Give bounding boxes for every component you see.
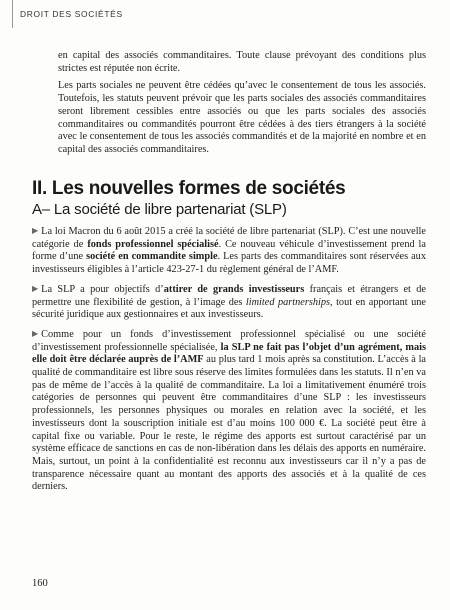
bold-term: attirer de grands investisseurs (163, 283, 305, 295)
header-rule (12, 0, 13, 28)
paragraph-slp-objectives: ▶ La SLP a pour objectifs d’attirer de grands investisseurs français et étrangers et de permettre une flexibilité de gestion, à l’image des limited partnerships, tout en apportant une sécurité juridique aux gestionnaires et aux investisseurs. (32, 283, 426, 321)
bold-term: fonds professionnel spécialisé (87, 238, 219, 250)
page-body (32, 50, 426, 494)
section-heading: II. Les nouvelles formes de sociétés (32, 177, 346, 199)
paragraph-marker-icon: ▶ (32, 283, 39, 293)
bold-term: la SLP ne fait pas l’objet d’un agrément, mais elle doit être déclarée auprès de l’AMF (32, 341, 426, 366)
intro-paragraph-1: en capital des associés commanditaires. Toute clause prévoyant des conditions plus strictes est réputée non écrite. (58, 50, 426, 74)
intro-paragraph-2: Les parts sociales ne peuvent être cédées qu’avec le consentement de tous les associés. Toutefois, les statuts peuvent prévoir que les parts sociales des associés commanditaires seront librement cessibles entre associés ou que les parts sociales des associés commanditaires ou commandités pourront être cédées à des tiers étrangers à la société avec le consentement de tous les associés commandités et de la majorité en nombre et en capital des associés commanditaires. (58, 80, 426, 155)
bold-term: société en commandite simple (86, 251, 218, 263)
page-number: 160 (32, 578, 48, 589)
paragraph-marker-icon: ▶ (32, 328, 39, 338)
running-header: DROIT DES SOCIÉTÉS (20, 9, 123, 19)
paragraph-marker-icon: ▶ (32, 226, 39, 236)
paragraph-slp-regime: ▶ Comme pour un fonds d’investissement professionnel spécialisé ou une société d’investissement professionnelle spécialisée, la SLP ne fait pas l’objet d’un agrément, mais elle doit être déclarée auprès de l’AMF au plus tard 1 mois après sa constitution. L’accès à la qualité de commanditaire est libre sous réserve des limites formulées dans les statuts. Il n’en va pas de même de l’accès à la qualité de commanditaire. La loi a limitativement énuméré trois catégories de personnes qui peuvent être commanditaires d’une SLP : les investisseurs professionnels, les personnes physiques ou morales en relation avec la société, et les investisseurs dont la souscription initiale est d’au moins 100 000 €. La société peut être à capital fixe ou variable. Pour le reste, le régime des apports est surtout caractérisé par un système efficace de sanctions en cas de non-libération dans les délais des apports en numéraire. Mais, surtout, un point à la confidentialité est reconnu aux investisseurs car il n’y a pas de transparence nécessaire quant au montant des apports des associés et à la qualité de ces derniers. (32, 328, 426, 493)
subsection-heading: A– La société de libre partenariat (SLP) (32, 201, 287, 219)
paragraph-slp-creation: ▶ La loi Macron du 6 août 2015 a créé la société de libre partenariat (SLP). C’est une nouvelle catégorie de fonds professionnel spécialisé. Ce nouveau véhicule d’investissement prend la forme d’une société en commandite simple. Les parts des commanditaires sont réservées aux investisseurs éligibles à l’article 423-27-1 du règlement général de l’AMF. (32, 226, 426, 276)
italic-term: limited partnerships (245, 296, 331, 308)
